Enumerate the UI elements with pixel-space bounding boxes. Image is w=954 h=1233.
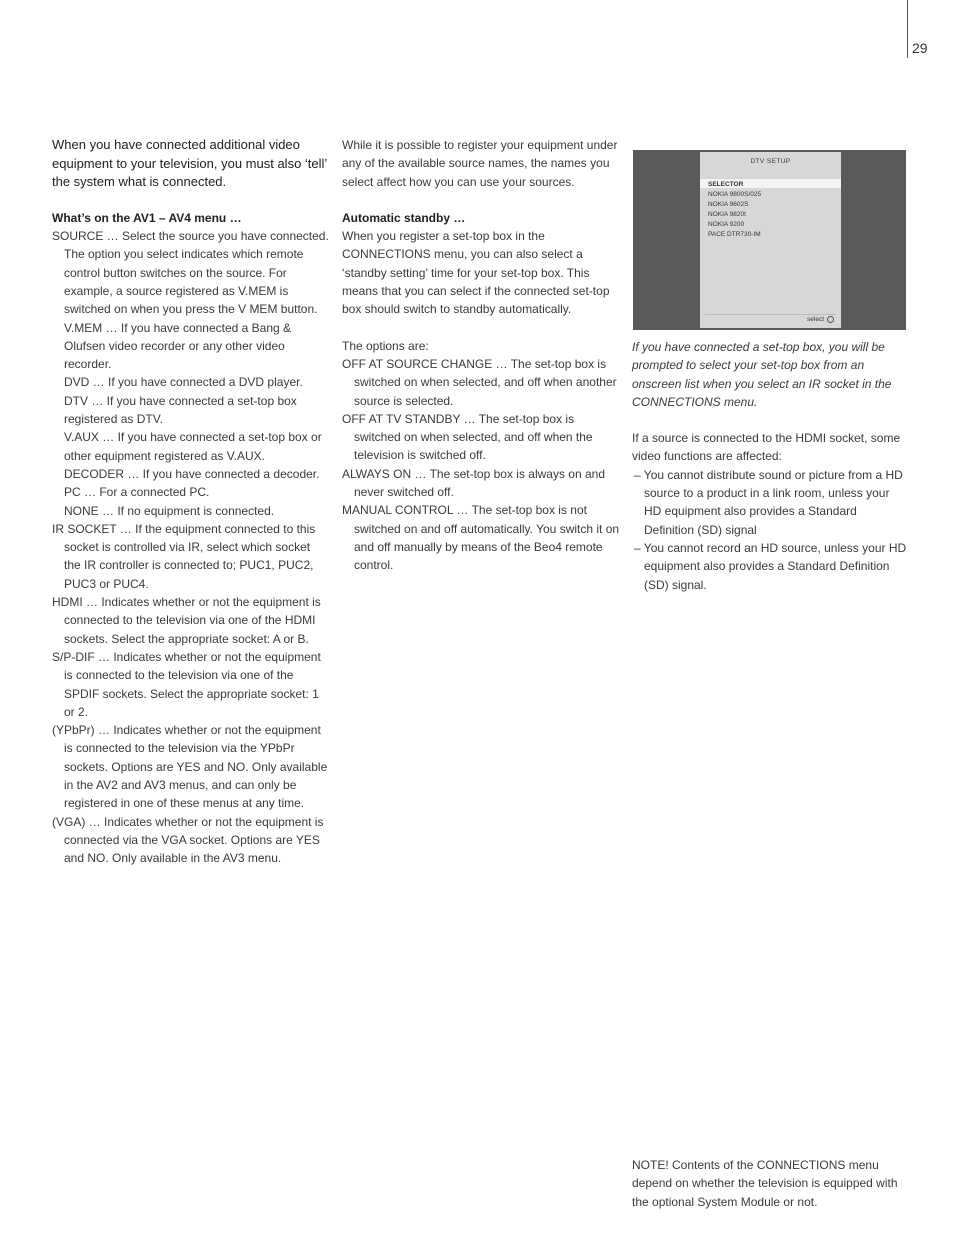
source-names-paragraph: While it is possible to register your equipment under any of the available source names, the names you select affect how you can use your sources.	[342, 138, 618, 189]
page-number: 29	[912, 40, 928, 56]
standby-option: ALWAYS ON … The set-top box is always on and never switched off.	[342, 466, 606, 500]
source-option: PC … For a connected PC.	[64, 485, 210, 500]
standby-option: MANUAL CONTROL … The set-top box is not switched on and off automatically. You switch it on and off manually by means of the Beo4 remote control.	[342, 503, 620, 573]
connections-note: NOTE! Contents of the CONNECTIONS menu depend on whether the television is equipped with the optional System Module or not.	[632, 1158, 898, 1209]
intro-paragraph: When you have connected additional video equipment to your television, you must also ‘tell’ the system what is connected.	[52, 137, 327, 190]
menu-list	[708, 180, 761, 240]
source-option: DVD … If you have connected a DVD player.	[64, 375, 303, 390]
left-column	[52, 136, 330, 867]
menu-item: NOKIA 9800S/025	[708, 191, 762, 198]
menu-item: NOKIA 9820t	[708, 211, 746, 218]
automatic-standby-heading: Automatic standby …	[342, 210, 466, 225]
menu-title: DTV SETUP	[750, 158, 791, 165]
menu-footer	[705, 314, 836, 324]
source-option: NONE … If no equipment is connected.	[64, 503, 275, 518]
menu-item-selector: SELECTOR	[708, 181, 744, 188]
right-column	[632, 338, 910, 594]
source-option: DECODER … If you have connected a decoder.	[64, 466, 320, 481]
standby-option: OFF AT TV STANDBY … The set-top box is switched on when selected, and off when the television is switched off.	[342, 411, 593, 463]
tv-menu-screenshot	[633, 150, 906, 330]
menu-item: PACE DTR730-IM	[708, 231, 761, 238]
hdmi-limitation: – You cannot record an HD source, unless your HD equipment also provides a Standard Definition (SD) signal.	[634, 540, 907, 592]
vga-entry: (VGA) … Indicates whether or not the equipment is connected via the VGA socket. Options are YES and NO. Only available in the AV3 menu.	[52, 814, 324, 866]
source-option: The option you select indicates which remote control button switches on the source. For example, a source registered as V.MEM is switched on when you press the V MEM button.	[64, 247, 318, 317]
source-option: V.AUX … If you have connected a set-top box or other equipment registered as V.AUX.	[64, 430, 322, 463]
av-menu-heading: What’s on the AV1 – AV4 menu …	[52, 210, 242, 225]
standby-paragraph: When you register a set-top box in the CONNECTIONS menu, you can also select a ‘standby setting’ time for your set-top box. This means that you can select if the connected set-top box should switch to standby automatically.	[342, 229, 610, 317]
select-button-icon	[827, 316, 834, 323]
standby-option: OFF AT SOURCE CHANGE … The set-top box is switched on when selected, and off when another source is selected.	[342, 356, 617, 408]
source-option: DTV … If you have connected a set-top box registered as DTV.	[64, 393, 297, 427]
spdif-entry: S/P-DIF … Indicates whether or not the equipment is connected to the television via one of the SPDIF sockets. Select the appropriate socket: 1 or 2.	[52, 649, 321, 719]
source-entry: SOURCE … Select the source you have connected.	[52, 229, 329, 244]
hdmi-intro: If a source is connected to the HDMI socket, some video functions are affected:	[632, 431, 901, 464]
dtv-setup-menu	[700, 152, 841, 328]
hdmi-entry: HDMI … Indicates whether or not the equipment is connected to the television via one of the HDMI sockets. Select the appropriate socket: A or B.	[52, 595, 321, 646]
middle-column	[342, 136, 620, 575]
page-margin-rule	[907, 0, 908, 58]
ypbpr-entry: (YPbPr) … Indicates whether or not the equipment is connected to the television via the YPbPr sockets. Options are YES and NO. Only available in the AV2 and AV3 menus, and can only be registered in one of these menus at any time.	[52, 723, 328, 811]
hdmi-limitation: – You cannot distribute sound or picture from a HD source to a product in a link room, unless your HD equipment also provides a Standard Definition (SD) signal	[634, 467, 903, 537]
menu-caption: If you have connected a set-top box, you will be prompted to select your set-top box from an onscreen list when you select an IR socket in the CONNECTIONS menu.	[632, 340, 892, 409]
menu-footer-select: select	[807, 316, 824, 323]
options-intro: The options are:	[342, 338, 429, 353]
source-option: V.MEM … If you have connected a Bang & Olufsen video recorder or any other video recorder.	[64, 320, 292, 372]
ir-socket-entry: IR SOCKET … If the equipment connected to this socket is controlled via IR, select which socket the IR controller is connected to; PUC1, PUC2, PUC3 or PUC4.	[52, 521, 316, 591]
menu-item: NOKIA 9602S	[708, 201, 749, 208]
menu-item: NOKIA 9200	[708, 221, 745, 228]
